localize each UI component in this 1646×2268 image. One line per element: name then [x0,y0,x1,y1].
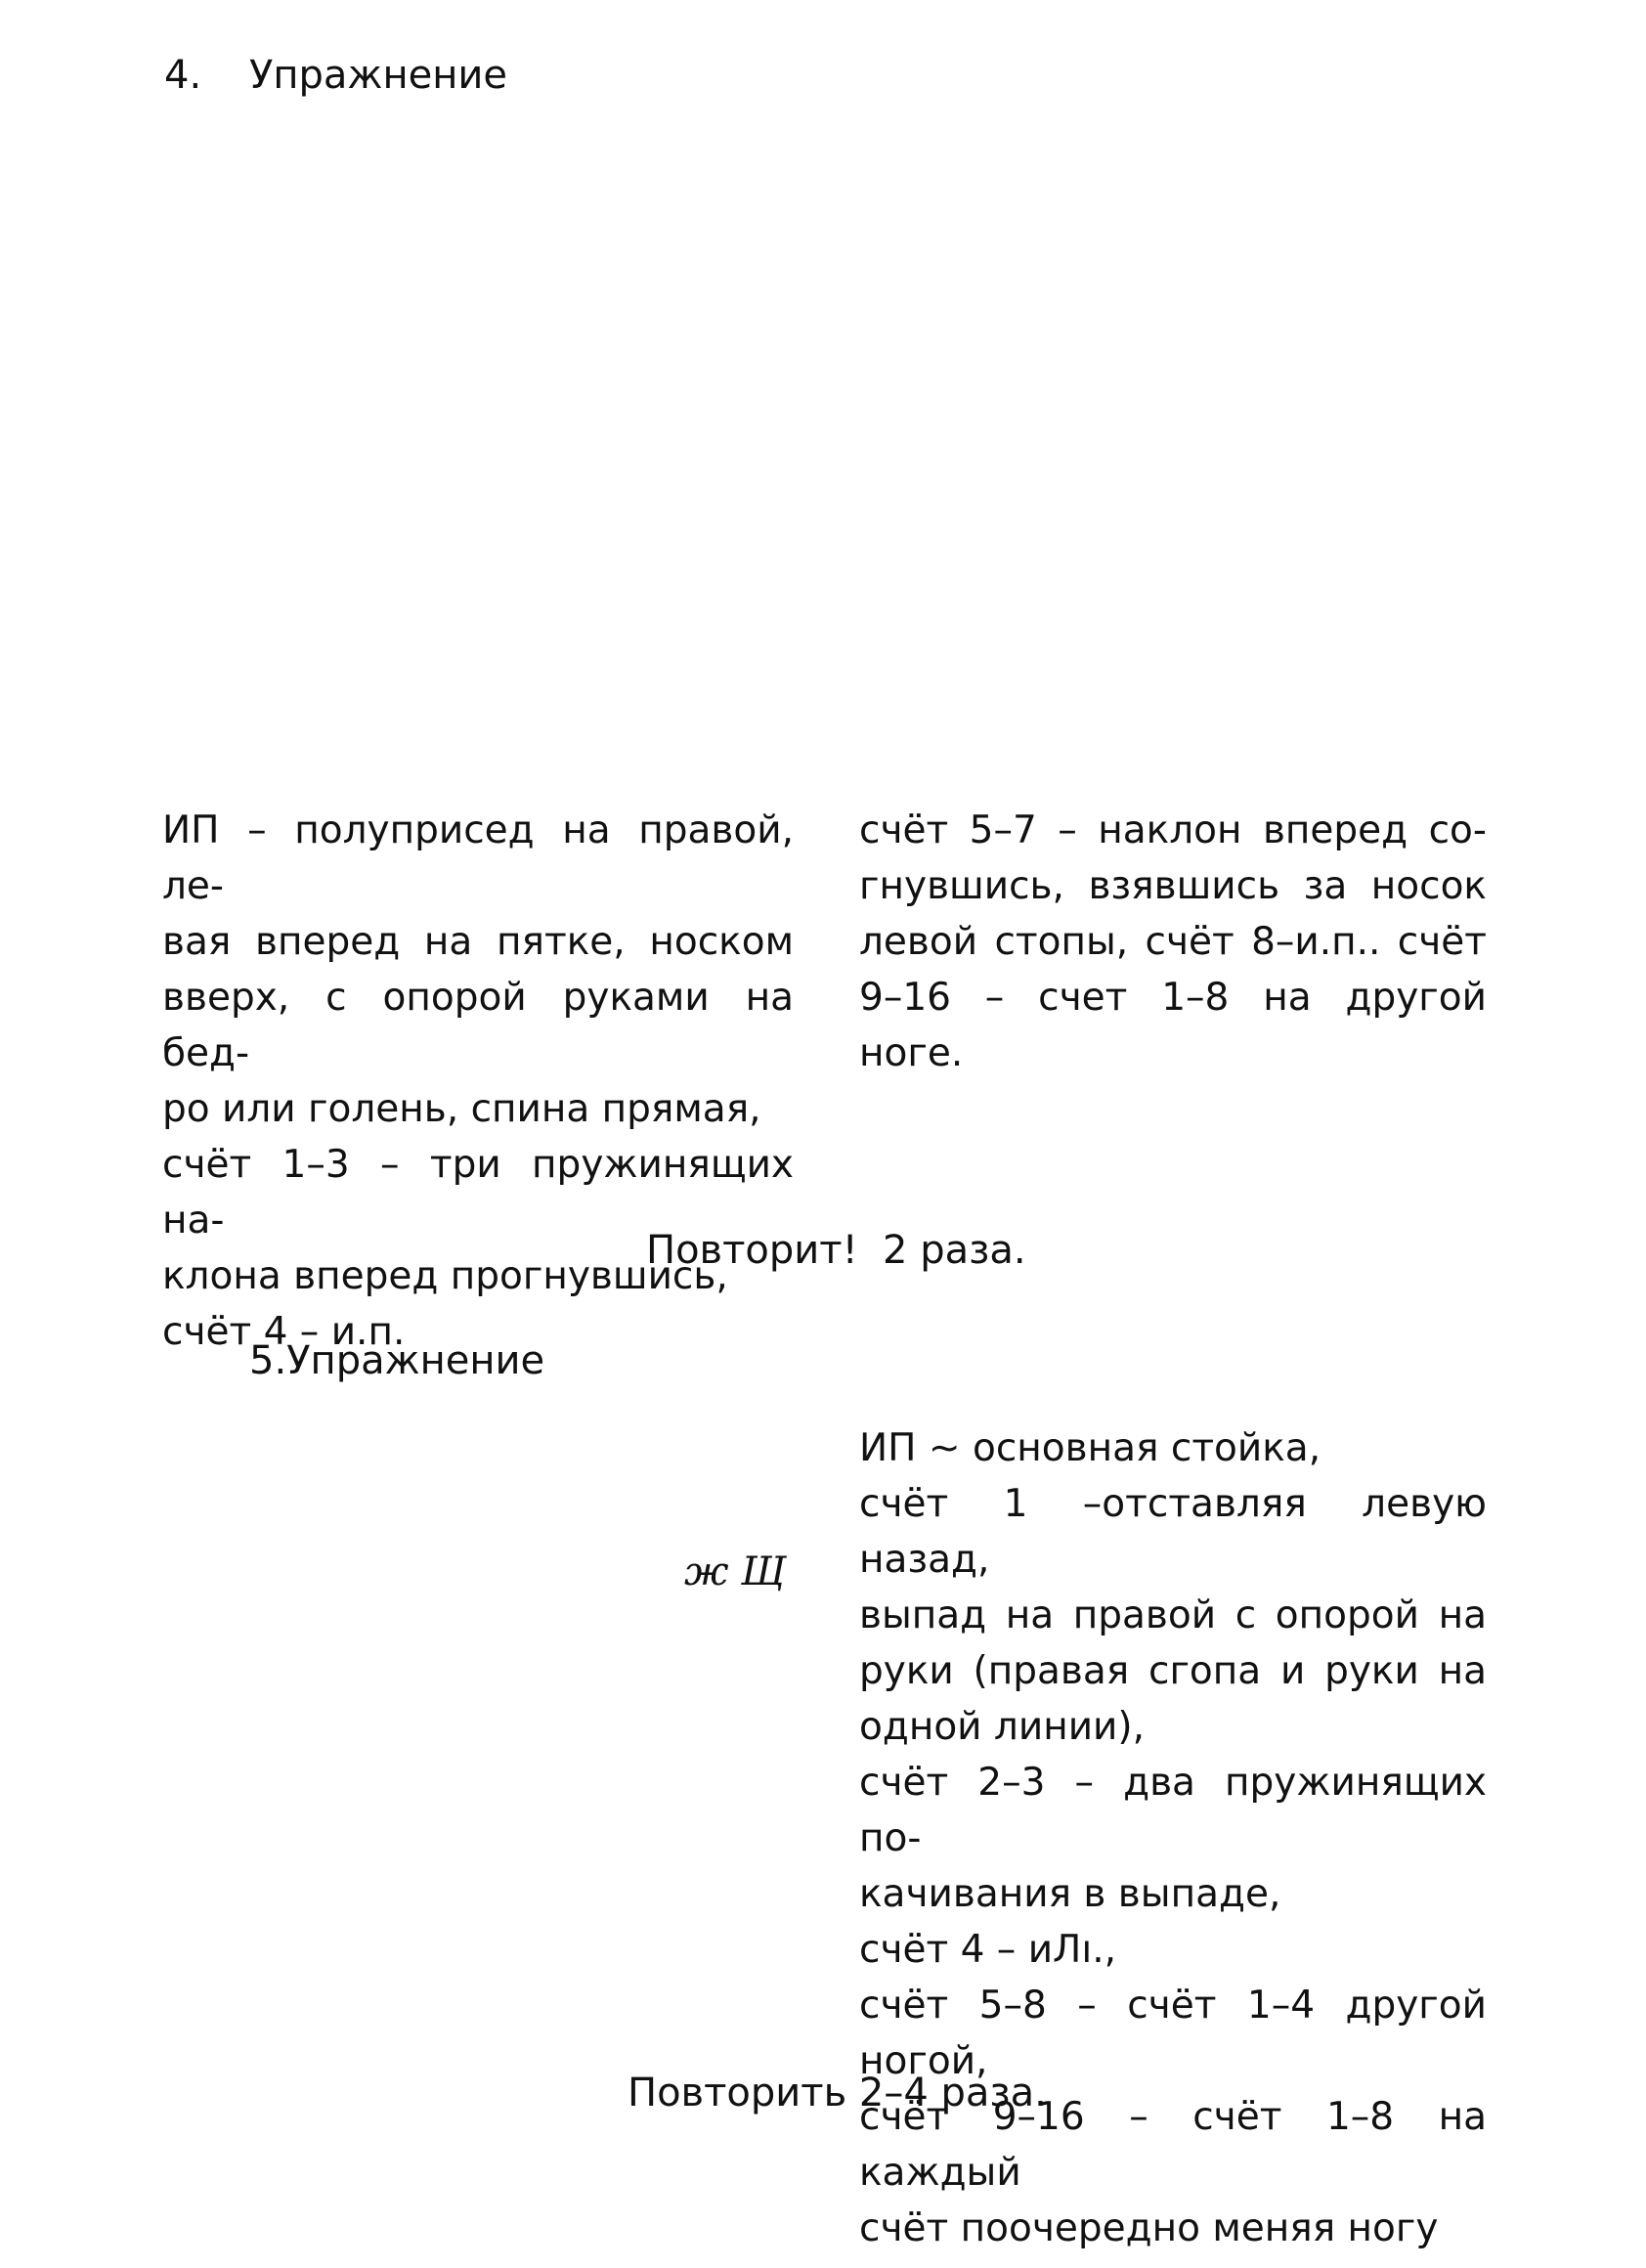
exercise-4-right-column [859,803,1487,1081]
exercise-4-number: 4. [164,53,202,98]
exercise-5-right-line: счёт 1 –отставляя левую назад, [859,1482,1487,1582]
exercise-5-right-line: счёт поочередно меняя ногу [859,2206,1439,2250]
figure-remnant-text: ж Щ [684,1549,786,1594]
exercise-5-right-line: одной линии), [859,1705,1146,1749]
exercise-4-left-line: счёт 4 – и.п. [162,1310,406,1354]
exercise-5-right-line: ИП ~ основная стойка, [859,1426,1321,1470]
exercise-5-repeat: Повторить 2–4 раза. [628,2071,1047,2115]
exercise-4-left-column [162,803,794,1360]
exercise-5-right-line: счёт 4 – иЛı., [859,1928,1117,1972]
exercise-5-right-line: счёт 9–16 – счёт 1–8 на каждый [859,2095,1487,2195]
exercise-4-left-line: счёт 1–3 – три пружинящих на- [162,1143,794,1243]
exercise-5-heading: 5.Упражнение [249,1338,545,1383]
exercise-4-heading [164,53,507,98]
exercise-4-title: Упражнение [249,53,507,98]
exercise-4-repeat: Повторит! 2 раза. [646,1228,1026,1273]
exercise-4-left-line: ро или голень, спина прямая, [162,1087,761,1131]
exercise-4-left-line: ИП – полуприсед на правой, ле- [162,808,794,908]
exercise-5-right-line: счёт 2–3 – два пружинящих по- [859,1761,1487,1860]
exercise-4-left-line: вая вперед на пятке, носком [162,920,794,964]
exercise-5-right-line: счёт 5–8 – счёт 1–4 другой ногой, [859,1984,1487,2083]
exercise-4-left-line: клона вперед прогнувшись, [162,1254,728,1298]
exercise-4-right-line: счёт 5–7 – наклон вперед со- [859,808,1487,852]
exercise-5-right-column [859,1420,1487,2256]
exercise-4-right-line: гнувшись, взявшись за носок [859,864,1487,908]
exercise-4-right-line: 9–16 – счет 1–8 на другой ноге. [859,976,1487,1075]
exercise-5-right-line: выпад на правой с опорой на [859,1593,1487,1637]
exercise-5-right-line: руки (правая сгопа и руки на [859,1649,1487,1693]
exercise-4-left-line: вверх, с опорой руками на бед- [162,976,794,1075]
exercise-4-right-line: левой стопы, счёт 8–и.п.. счёт [859,920,1487,964]
exercise-5-right-line: качивания в выпаде, [859,1872,1281,1916]
